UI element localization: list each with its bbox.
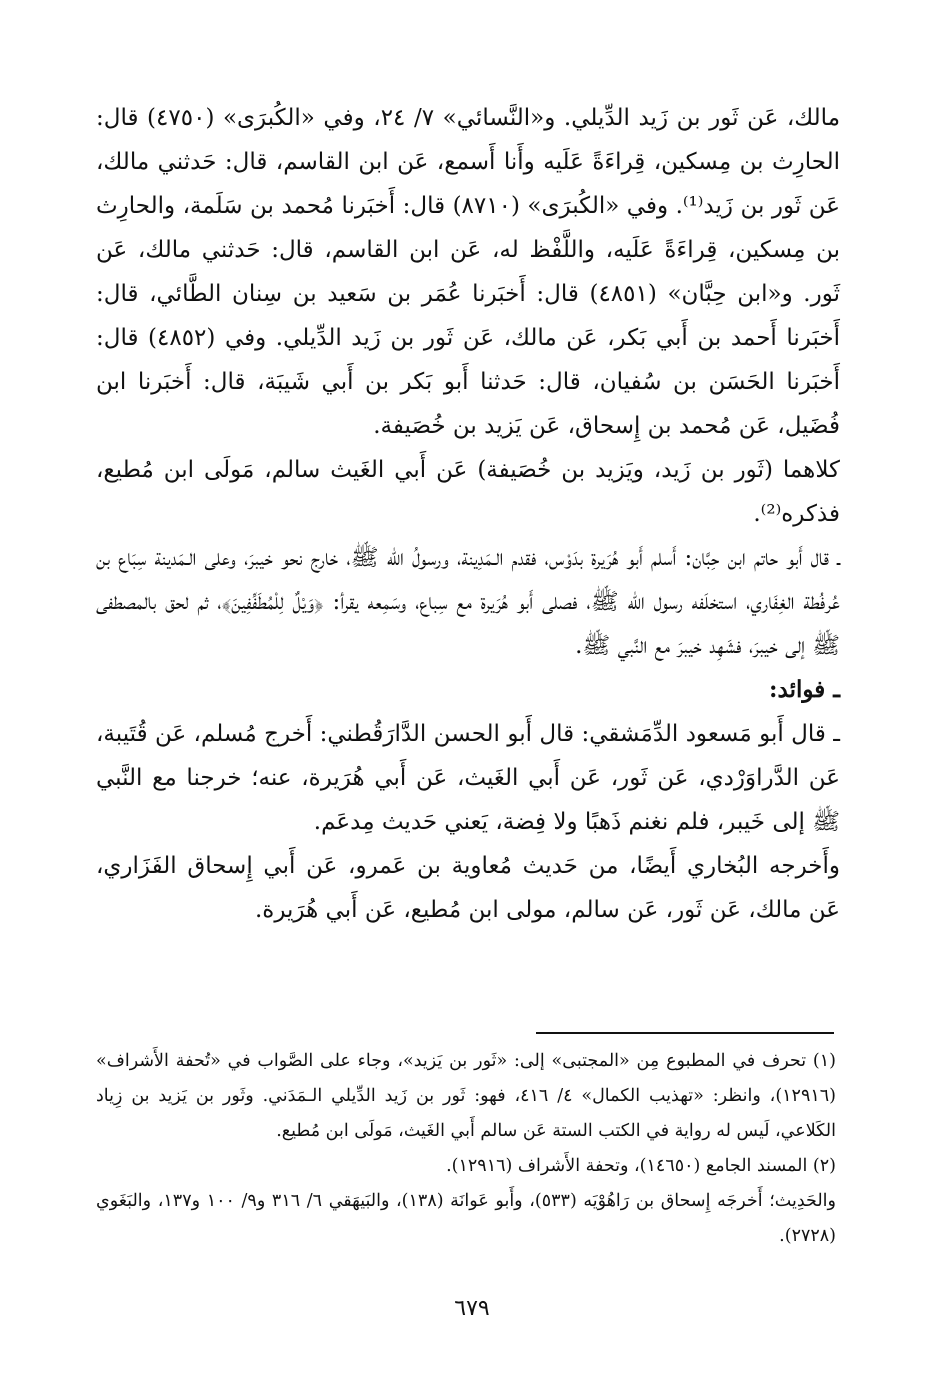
paragraph-kilahuma: كلاهما (ثَور بن زَيد، ويَزيد بن خُصَيفة) عَن أَبي الغَيث سالم، مَولَى ابن مُطيع، فذكره⁽²⁾. [96, 457, 840, 527]
footnote-1: (١) تحرف في المطبوع مِن «المجتبى» إلى: «ثَور بن يَزيد»، وجاء على الصَّواب في «تُحفة الأَشراف» (١٢٩١٦)، وانظر: «تهذيب الكمال» ٤/ ٤١٦، فهو: ثَور بن زَيد الدِّيلي الـمَدَني. وثَور بن يَزيد بن زِياد الكَلاعي، لَيس له رواية في الكتب الستة عَن سالم أَبي الغَيث، مَولَى ابن مُطيع. [96, 1051, 836, 1141]
paragraph-daraqutni: ـ قال أَبو مَسعود الدِّمَشقي: قال أَبو الحسن الدَّارَقُطني: أَخرج مُسلم، عَن قُتَيبة، عَن الدَّراوَرْدي، عَن ثَور، عَن أَبي الغَيث، عَن أَبي هُرَيرة، عنه؛ خرجنا مع النَّبي ﷺ إلى خَيبر، فلم نغنم ذَهبًا ولا فِضة، يَعني حَديث مِدعَم. [96, 721, 840, 835]
paragraph-ibn-hibban: ـ قال أَبو حاتم ابن حِبَّان: أَسلم أَبو هُرَيرة بدَوْس، فقدم الـمَدِينة، ورسولُ الله ﷺ، خارج نحو خيبرَ، وعلى الـمَدينة سِبَاع بن عُرفُطة الغِفَاري، استخلَفه رسول الله ﷺ، فصلى أَبو هُرَيرة مع سِباع، وسَمِعه يقرأ: ﴿وَيْلٌ لِلْمُطَفِّفِينَ﴾، ثم لحق بالمصطفى ﷺ إلى خيبرَ، فشَهِد خيبرَ مع النَّبي ﷺ. [96, 545, 840, 659]
paragraph-bukhari: وأَخرجه البُخاري أَيضًا، من حَديث مُعاوية بن عَمرو، عَن أَبي إِسحاق الفَزَاري، عَن مالك، عَن ثَور، عَن سالم، مولى ابن مُطيع، عَن أَبي هُرَيرة. [96, 853, 840, 923]
footnote-2-continuation: والحَدِيث؛ أَخرجَه إِسحاق بن رَاهُوْيَه (٥٣٣)، وأَبو عَوانَة (١٣٨)، والبَيهَقي ٦/ ٣١٦ و٩/ ١٠٠ و١٣٧، والبَغَوي (٢٧٢٨). [96, 1191, 836, 1246]
main-text [96, 96, 840, 932]
footnote-2: (٢) المسند الجامع (١٤٦٥٠)، وتحفة الأَشراف (١٢٩١٦). [446, 1156, 836, 1176]
page-number: ٦٧٩ [454, 1296, 490, 1321]
footnotes [96, 1044, 836, 1254]
section-heading-fawaid: ـ فوائد: [769, 676, 840, 703]
paragraph-takhrij: مالك، عَن ثَور بن زَيد الدِّيلي. و«النَّسائي» ٧/ ٢٤، وفي «الكُبرَى» (٤٧٥٠) قال: الحارِث بن مِسكين، قِراءَةً عَلَيه وأَنا أَسمع، عَن ابن القاسم، قال: حَدثني مالك، عَن ثَور بن زَيد⁽¹⁾. وفي «الكُبرَى» (٨٧١٠) قال: أَخبَرنا مُحمد بن سَلَمة، والحارِث بن مِسكين، قِراءَةً عَلَيه، واللَّفْظ له، عَن ابن القاسم، قال: حَدثني مالك، عَن ثَور. و«ابن حِبَّان» (٤٨٥١) قال: أَخبَرنا عُمَر بن سَعيد بن سِنان الطَّائي، قال: أَخبَرنا أَحمد بن أَبي بَكر، عَن مالك، عَن ثَور بن زَيد الدِّيلي. وفي (٤٨٥٢) قال: أَخبَرنا الحَسَن بن سُفيان، قال: حَدثنا أَبو بَكر بن أَبي شَيبَة، قال: أَخبَرنا ابن فُضَيل، عَن مُحمد بن إِسحاق، عَن يَزيد بن خُصَيفة. [96, 105, 841, 439]
footnote-separator [536, 1032, 834, 1034]
